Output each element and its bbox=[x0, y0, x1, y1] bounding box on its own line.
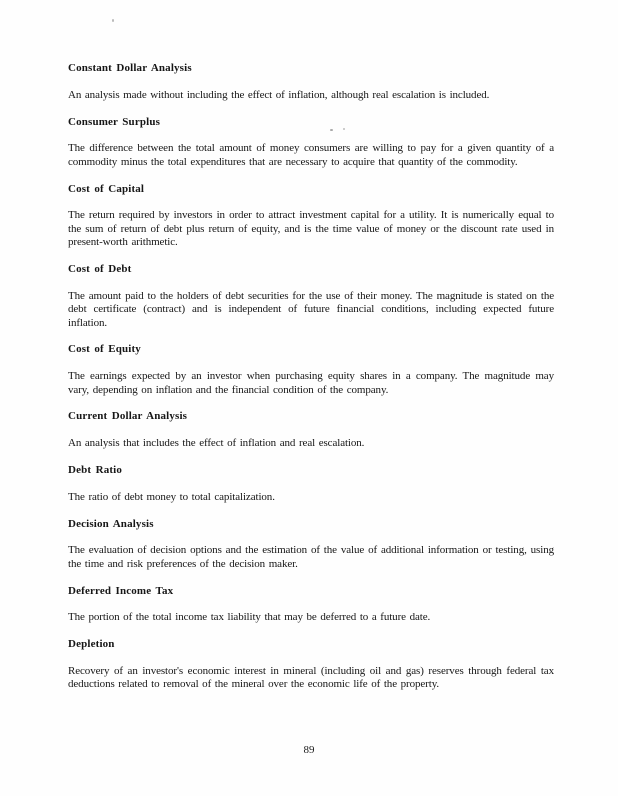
term-definition: An analysis made without including the effect of inflation, although real escalation is included. bbox=[68, 88, 490, 101]
term-definition: The amount paid to the holders of debt securities for the use of their money. The magnitude is stated on the debt certificate (contract) and is independent of future financial conditions, including expected future inflation. bbox=[68, 289, 554, 329]
glossary-entry bbox=[68, 585, 554, 625]
term-definition: The portion of the total income tax liability that may be deferred to a future date. bbox=[68, 611, 431, 624]
term-definition: The return required by investors in order to attract investment capital for a utility. It is numerically equal to the sum of return of debt plus return of equity, and is the time value of money or the discount rate used in present-worth arithmetic. bbox=[68, 209, 554, 249]
glossary-entry bbox=[68, 410, 554, 450]
term-definition: The earnings expected by an investor when purchasing equity shares in a company. The magnitude may vary, depending on inflation and the financial condition of the company. bbox=[68, 370, 554, 396]
term-heading: Consumer Surplus bbox=[68, 115, 161, 128]
glossary-entry bbox=[68, 263, 554, 330]
glossary-entry bbox=[68, 183, 554, 250]
term-heading: Deferred Income Tax bbox=[68, 584, 174, 597]
glossary-entry bbox=[68, 464, 554, 504]
glossary-entry bbox=[68, 343, 554, 397]
glossary-entry bbox=[68, 638, 554, 692]
term-heading: Current Dollar Analysis bbox=[68, 410, 188, 423]
glossary-entry bbox=[68, 518, 554, 572]
term-heading: Decision Analysis bbox=[68, 517, 154, 530]
page-number: 89 bbox=[303, 744, 315, 756]
glossary-content bbox=[68, 62, 554, 705]
term-heading: Constant Dollar Analysis bbox=[68, 62, 192, 74]
glossary-entry bbox=[68, 116, 554, 170]
term-heading: Depletion bbox=[68, 638, 115, 651]
term-heading: Cost of Capital bbox=[68, 182, 145, 195]
term-heading: Debt Ratio bbox=[68, 464, 123, 476]
scan-artifact bbox=[112, 19, 114, 22]
term-definition: The evaluation of decision options and the estimation of the value of additional information or testing, using the time and risk preferences of the decision maker. bbox=[68, 544, 554, 570]
term-definition: An analysis that includes the effect of inflation and real escalation. bbox=[68, 437, 365, 450]
term-definition: The difference between the total amount of money consumers are willing to pay for a given quantity of a commodity minus the total expenditures that are necessary to acquire that quantity of the commodity. bbox=[68, 142, 554, 168]
term-heading: Cost of Equity bbox=[68, 343, 141, 356]
term-definition: The ratio of debt money to total capitalization. bbox=[68, 490, 275, 503]
term-heading: Cost of Debt bbox=[68, 263, 132, 275]
term-definition: Recovery of an investor's economic interest in mineral (including oil and gas) reserves through federal tax deductions related to removal of the mineral over the economic life of the property. bbox=[68, 664, 554, 691]
glossary-entry bbox=[68, 62, 554, 102]
